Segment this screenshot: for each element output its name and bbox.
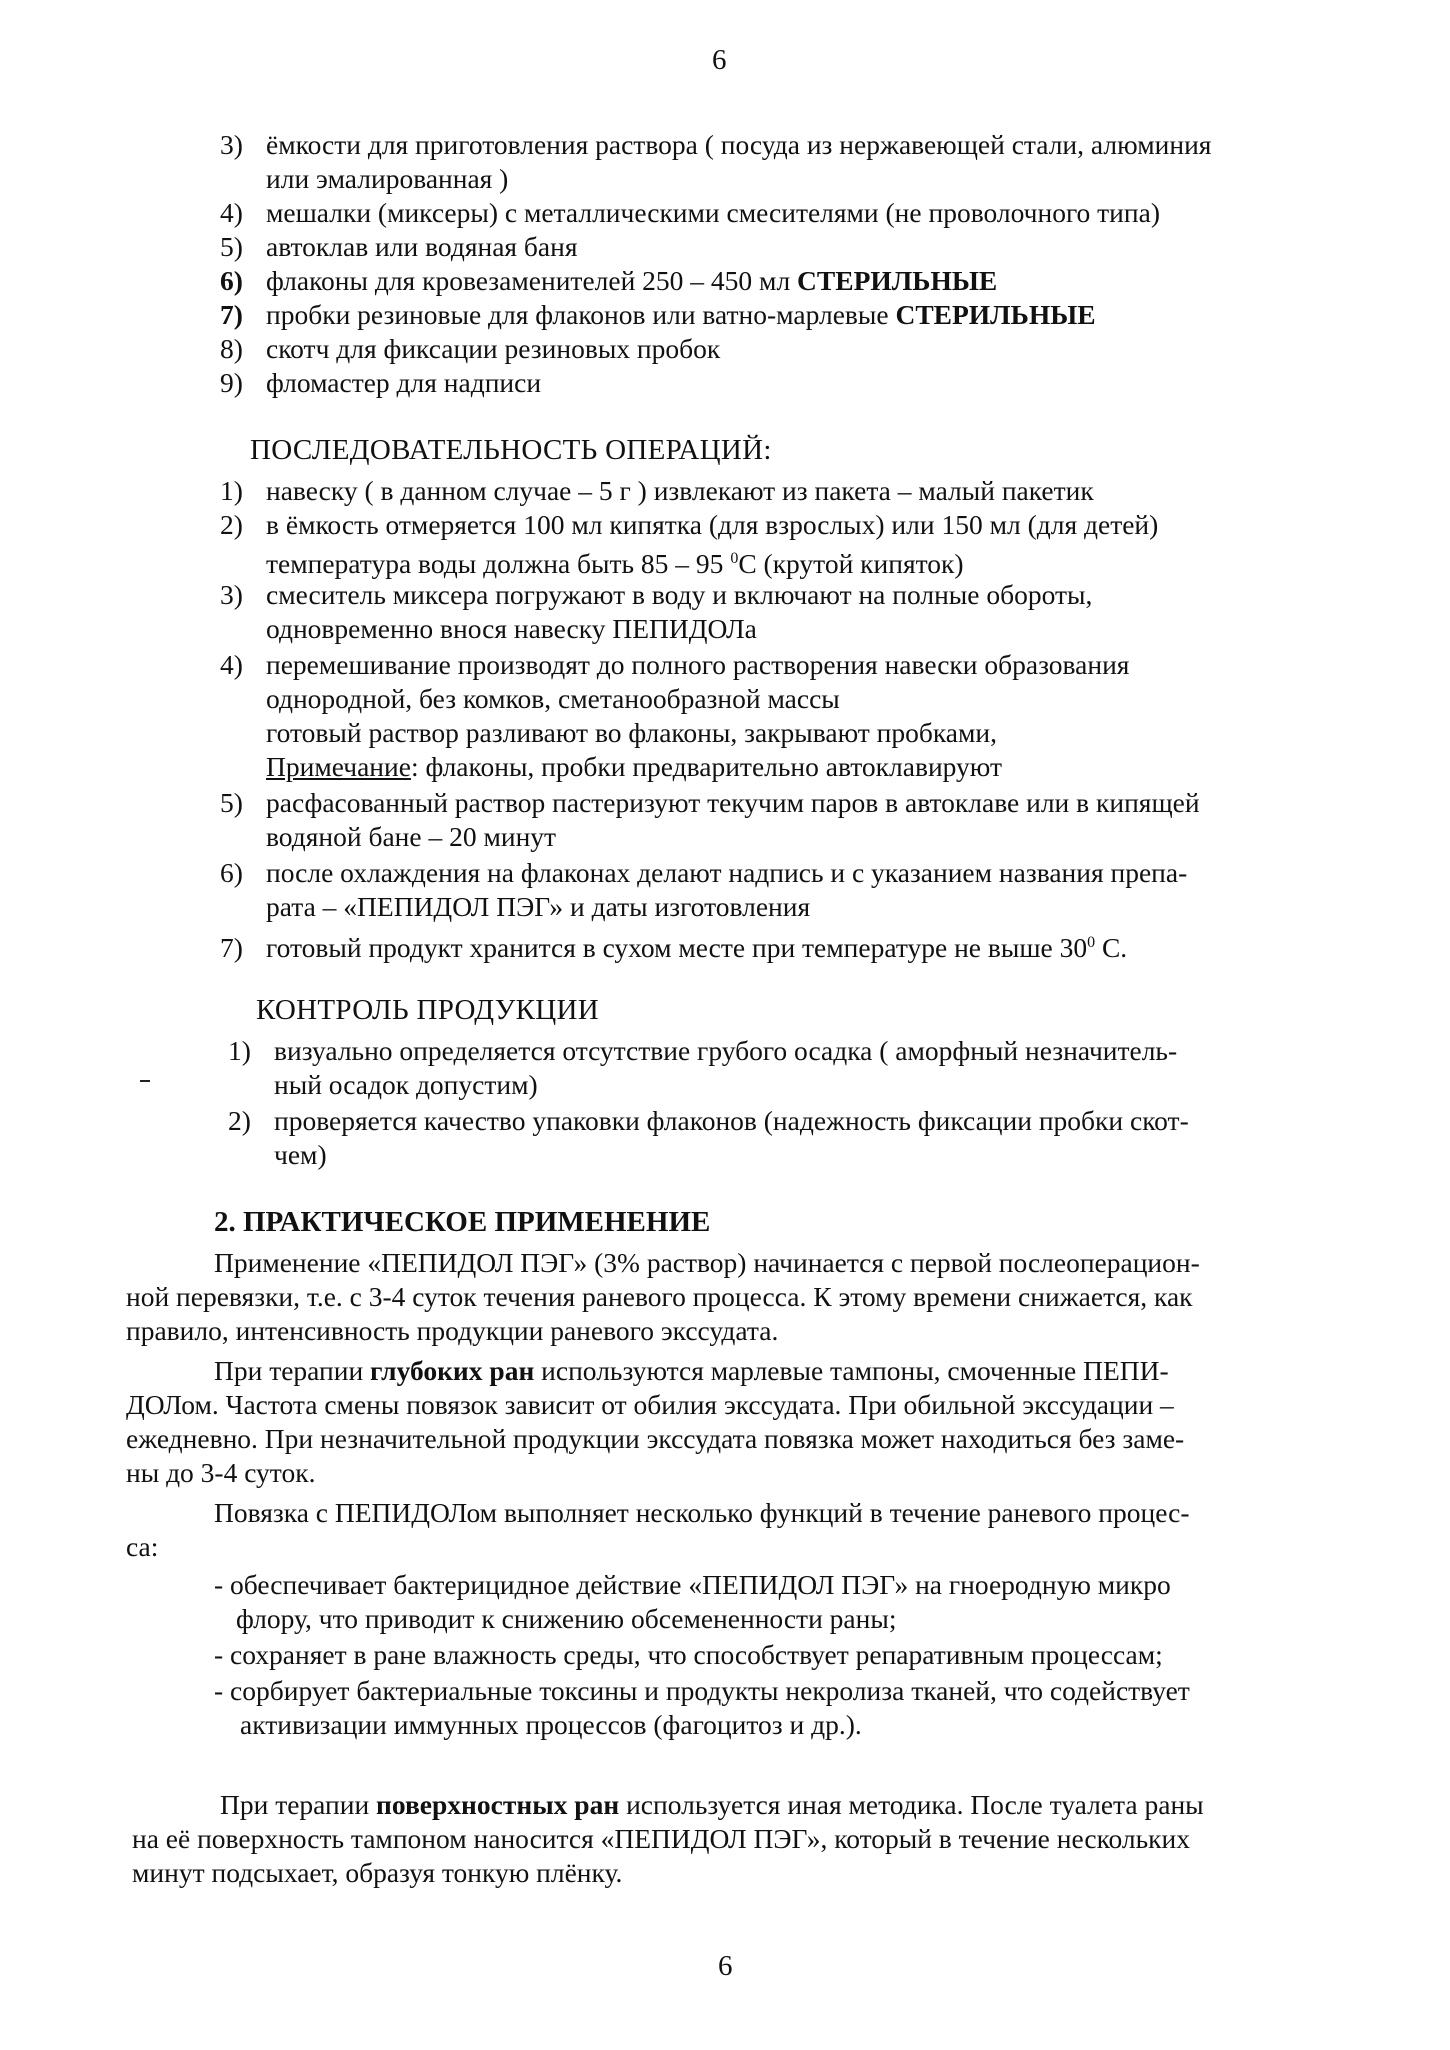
list-item: 6) флаконы для кровезаменителей 250 – 450 мл СТЕРИЛЬНЫЕ xyxy=(220,265,998,296)
bullet-continuation: флору, что приводит к снижению обсемененности раны; xyxy=(236,1603,897,1634)
list-item: 3) ёмкости для приготовления раствора ( посуда из нержавеющей стали, алюминия xyxy=(220,129,1212,160)
bullet-continuation: активизации иммунных процессов (фагоцитоз и др.). xyxy=(240,1709,862,1740)
list-item: 2) проверяется качество упаковки флаконов (надежность фиксации пробки скот- xyxy=(228,1105,1189,1136)
list-item-continuation: водяной бане – 20 минут xyxy=(266,821,557,852)
list-item-continuation: или эмалированная ) xyxy=(266,163,509,194)
bullet-item: - сохраняет в ране влажность среды, что способствует репаративным процессам; xyxy=(214,1639,1163,1670)
list-item: 1) визуально определяется отсутствие грубого осадка ( аморфный незначитель- xyxy=(228,1035,1178,1066)
paragraph-line: правило, интенсивность продукции раневого экссудата. xyxy=(126,1315,779,1346)
page-number-top: 6 xyxy=(712,44,727,76)
paragraph-line: При терапии глубоких ран используются марлевые тампоны, смоченные ПЕПИ- xyxy=(214,1355,1169,1386)
list-item: 2) в ёмкость отмеряется 100 мл кипятка (для взрослых) или 150 мл (для детей) xyxy=(220,509,1159,540)
bullet-item: - обеспечивает бактерицидное действие «ПЕПИДОЛ ПЭГ» на гноеродную микро xyxy=(214,1569,1171,1600)
list-item: 5) расфасованный раствор пастеризуют текучим паров в автоклаве или в кипящей xyxy=(220,787,1200,818)
paragraph-line: са: xyxy=(126,1531,159,1562)
note-line: Примечание: флаконы, пробки предварительно автоклавируют xyxy=(266,751,1002,782)
paragraph-line: ной перевязки, т.е. с 3-4 суток течения раневого процесса. К этому времени снижается, как xyxy=(126,1281,1193,1312)
page-number-bottom: 6 xyxy=(718,1950,733,1982)
paragraph-line: Повязка с ПЕПИДОЛом выполняет несколько функций в течение раневого процес- xyxy=(214,1497,1190,1528)
note-label: Примечание xyxy=(266,751,411,782)
paragraph-line: При терапии поверхностных ран используется иная методика. После туалета раны xyxy=(220,1789,1204,1820)
section-title: 2. ПРАКТИЧЕСКОЕ ПРИМЕНЕНИЕ xyxy=(214,1206,711,1238)
paragraph-line: ежедневно. При незначительной продукции экссудата повязка может находиться без заме- xyxy=(126,1423,1185,1454)
list-item-continuation: готовый раствор разливают во флаконы, закрывают пробками, xyxy=(266,717,998,748)
list-item-continuation: чем) xyxy=(274,1139,327,1170)
sterile-label: СТЕРИЛЬНЫЕ xyxy=(895,299,1096,330)
bullet-item: - сорбирует бактериальные токсины и продукты некролиза тканей, что содействует xyxy=(214,1675,1190,1706)
list-item-continuation: однородной, без комков, сметанообразной массы xyxy=(266,683,840,714)
list-item: 1) навеску ( в данном случае – 5 г ) извлекают из пакета – малый пакетик xyxy=(220,475,1094,506)
paragraph-line: минут подсыхает, образуя тонкую плёнку. xyxy=(132,1857,623,1888)
list-item: 5) автоклав или водяная баня xyxy=(220,231,578,262)
list-item: 7) готовый продукт хранится в сухом месте при температуре не выше $30^0$ С. xyxy=(220,932,1128,964)
list-item-continuation: ный осадок допустим) xyxy=(274,1069,538,1100)
sterile-label: СТЕРИЛЬНЫЕ xyxy=(797,265,998,296)
deep-wounds-term: глубоких ран xyxy=(370,1355,535,1386)
control-heading: КОНТРОЛЬ ПРОДУКЦИИ xyxy=(256,994,599,1026)
operations-heading: ПОСЛЕДОВАТЕЛЬНОСТЬ ОПЕРАЦИЙ: xyxy=(250,434,772,466)
list-item: 3) смеситель миксера погружают в воду и включают на полные обороты, xyxy=(220,579,1093,610)
list-item: 7) пробки резиновые для флаконов или ватно-марлевые СТЕРИЛЬНЫЕ xyxy=(220,299,1096,330)
list-item: 4) мешалки (миксеры) с металлическими смесителями (не проволочного типа) xyxy=(220,197,1160,228)
paragraph-line: ны до 3-4 суток. xyxy=(126,1457,316,1488)
stray-mark xyxy=(140,1080,150,1082)
list-item: 8) скотч для фиксации резиновых пробок xyxy=(220,333,721,364)
list-item: 6) после охлаждения на флаконах делают надпись и с указанием названия препа- xyxy=(220,857,1188,888)
paragraph-line: на её поверхность тампоном наносится «ПЕПИДОЛ ПЭГ», который в течение нескольких xyxy=(132,1823,1191,1854)
list-item: 9) фломастер для надписи xyxy=(220,367,542,398)
list-item-continuation: температура воды должна быть 85 – 95 $^0$С (крутой кипяток) xyxy=(266,548,964,580)
paragraph-line: Применение «ПЕПИДОЛ ПЭГ» (3% раствор) начинается с первой послеоперацион- xyxy=(214,1247,1200,1278)
list-item-continuation: одновременно внося навеску ПЕПИДОЛа xyxy=(266,613,757,644)
list-item-continuation: рата – «ПЕПИДОЛ ПЭГ» и даты изготовления xyxy=(266,891,811,922)
paragraph-line: ДОЛом. Частота смены повязок зависит от обилия экссудата. При обильной экссудации – xyxy=(126,1389,1174,1420)
surface-wounds-term: поверхностных ран xyxy=(376,1789,620,1820)
list-item: 4) перемешивание производят до полного растворения навески образования xyxy=(220,649,1130,680)
